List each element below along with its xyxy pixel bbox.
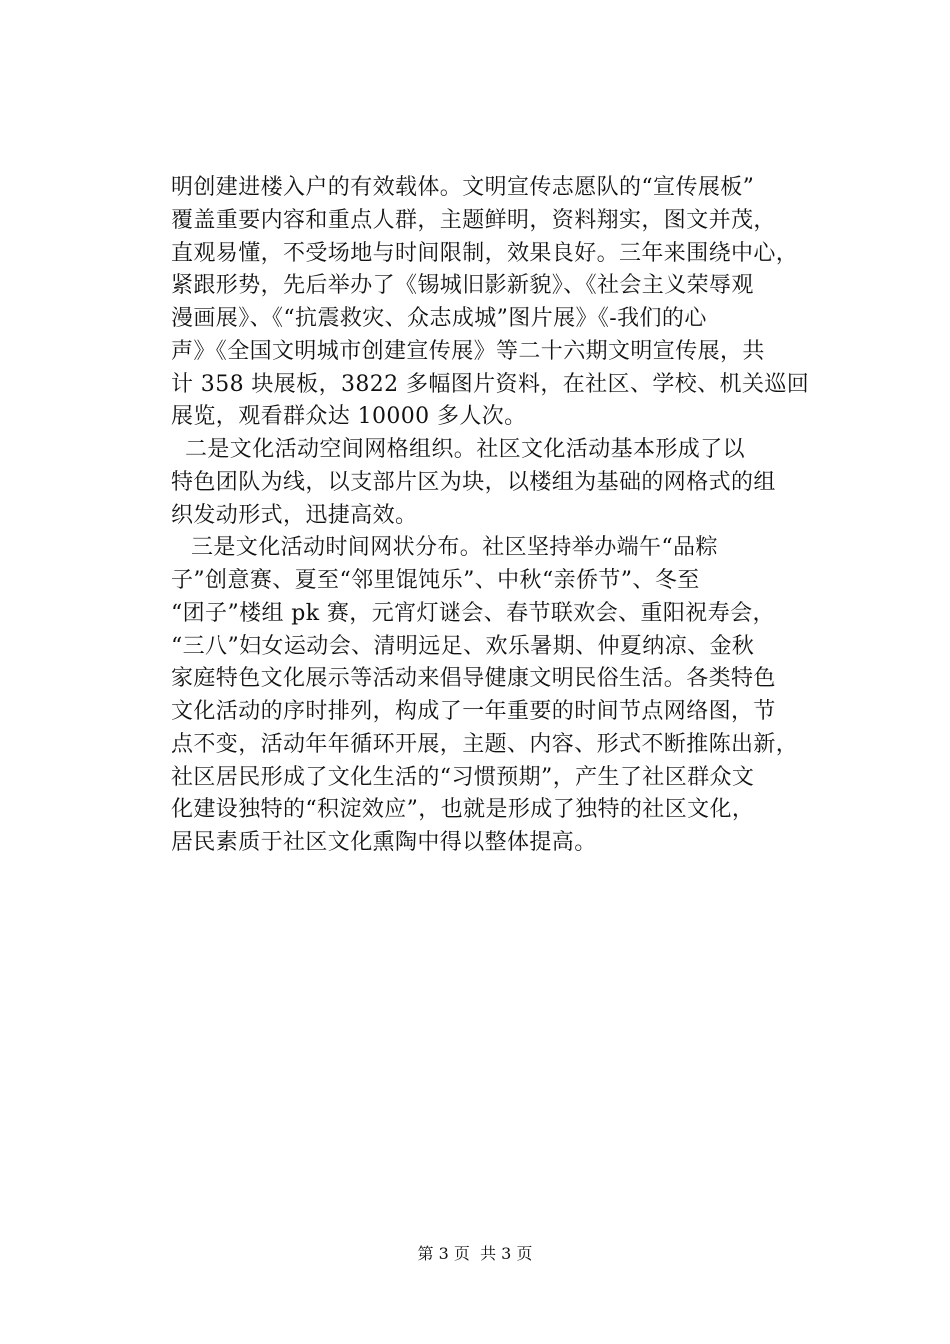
text-line: 文化活动的序时排列，构成了一年重要的时间节点网络图，节 <box>171 699 776 724</box>
text-line: 子”创意赛、夏至“邻里馄饨乐”、中秋“亲侨节”、冬至 <box>171 568 700 593</box>
text-line: 覆盖重要内容和重点人群，主题鲜明，资料翔实，图文并茂， <box>171 207 776 233</box>
text-line: 紧跟形势，先后举办了《锡城旧影新貌》、《社会主义荣辱观 <box>171 273 754 299</box>
text-line: “三八”妇女运动会、清明远足、欢乐暑期、仲夏纳凉、金秋 <box>171 633 755 659</box>
text-line: 居民素质于社区文化熏陶中得以整体提高。 <box>171 830 597 855</box>
text-line: 点不变，活动年年循环开展，主题、内容、形式不断推陈出新， <box>171 731 799 757</box>
text-line: 明创建进楼入户的有效载体。文明宣传志愿队的“宣传展板” <box>171 175 755 200</box>
text-line: 声》《全国文明城市创建宣传展》等二十六期文明宣传展，共 <box>171 338 765 364</box>
text-line: 直观易懂，不受场地与时间限制，效果良好。三年来围绕中心， <box>171 240 799 266</box>
text-line: 漫画展》、《“抗震救灾、众志成城”图片展》《-我们的心 <box>171 306 707 331</box>
text-line: 三是文化活动时间网状分布。社区坚持举办端午“品粽 <box>191 535 718 561</box>
text-line: 计 358 块展板，3822 多幅图片资料，在社区、学校、机关巡回 <box>171 371 810 397</box>
text-line: “团子”楼组 pk 赛，元宵灯谜会、春节联欢会、重阳祝寿会， <box>171 600 775 626</box>
page-number: 第 3 页 共 3 页 <box>417 1244 533 1263</box>
text-line: 织发动形式，迅捷高效。 <box>171 502 418 528</box>
text-line: 化建设独特的“积淀效应”，也就是形成了独特的社区文化， <box>171 797 755 823</box>
text-line: 家庭特色文化展示等活动来倡导健康文明民俗生活。各类特色 <box>171 666 776 692</box>
text-line: 社区居民形成了文化生活的“习惯预期”，产生了社区群众文 <box>171 764 755 790</box>
text-line: 展览，观看群众达 10000 多人次。 <box>171 404 527 430</box>
text-line: 二是文化活动空间网格组织。社区文化活动基本形成了以 <box>185 437 746 462</box>
page-footer <box>0 1242 950 1266</box>
document-body <box>171 172 810 860</box>
text-line: 特色团队为线，以支部片区为块，以楼组为基础的网格式的组 <box>171 469 776 495</box>
